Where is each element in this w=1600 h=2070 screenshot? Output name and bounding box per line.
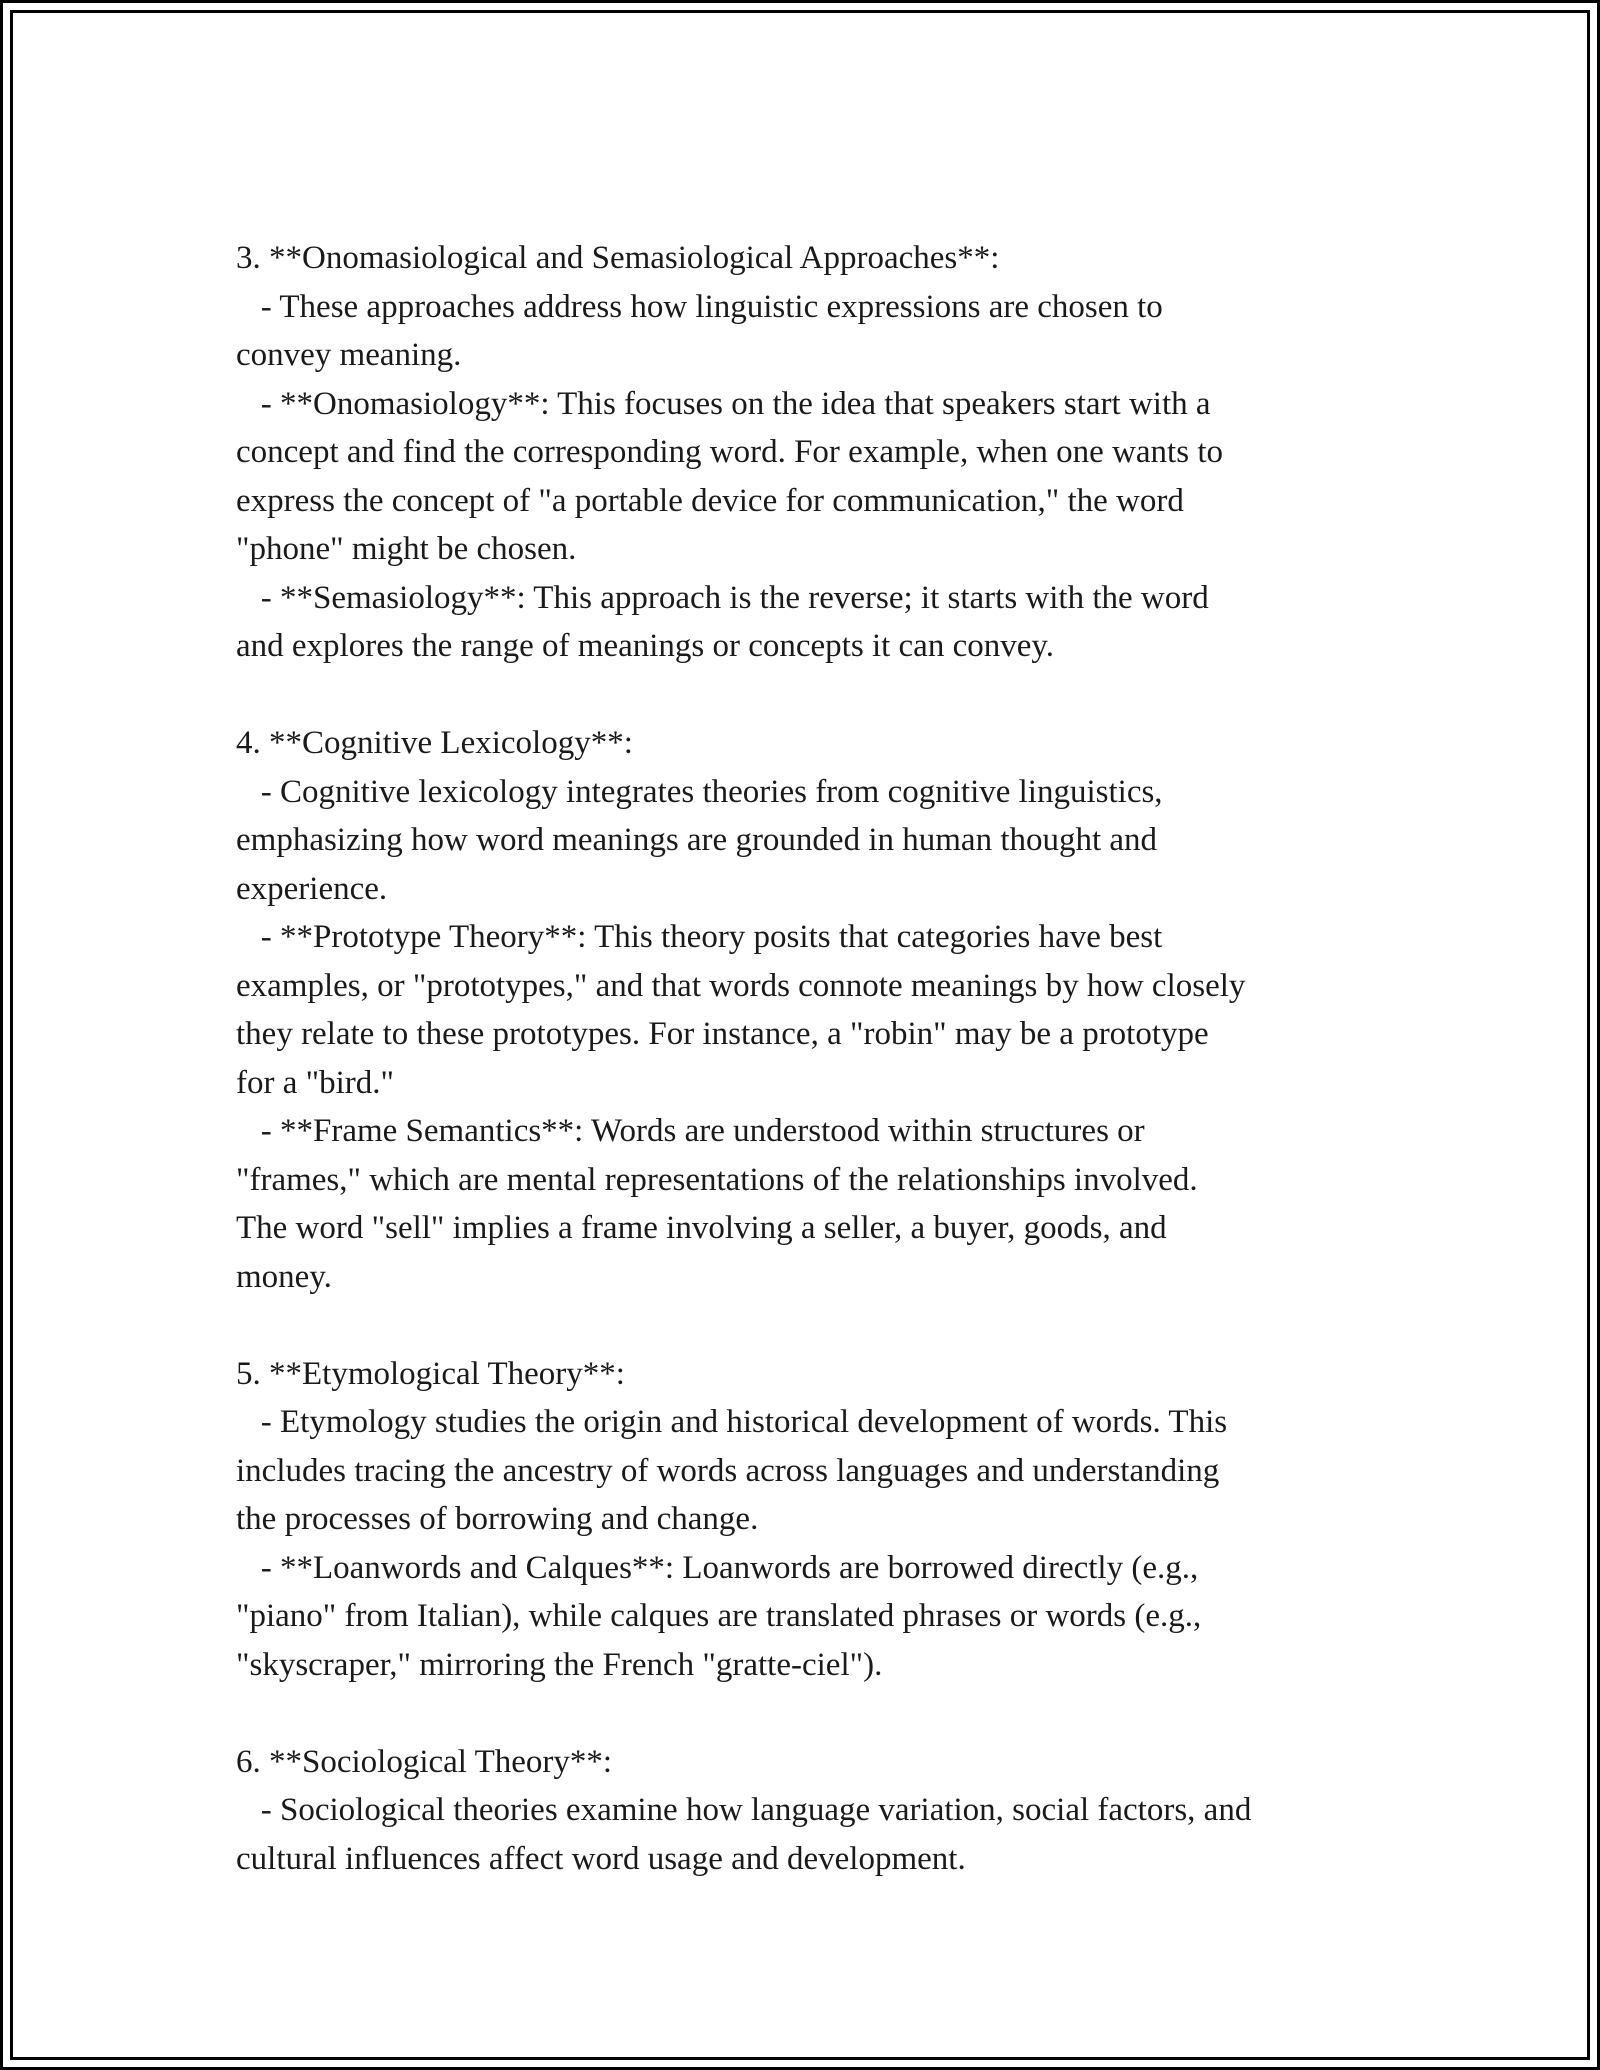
text-line: The word "sell" implies a frame involving a seller, a buyer, goods, and bbox=[236, 1210, 1167, 1246]
text-line: experience. bbox=[236, 870, 388, 907]
text-line: and explores the range of meanings or concepts it can convey. bbox=[236, 628, 1054, 664]
text-line: "skyscraper," mirroring the French "gratte-ciel"). bbox=[236, 1646, 883, 1683]
paragraph-spacer bbox=[236, 671, 1376, 720]
text-line: express the concept of "a portable device for communication," the word bbox=[236, 482, 1184, 519]
section-heading: 4. **Cognitive Lexicology**: bbox=[236, 725, 633, 761]
text-line: - **Prototype Theory**: This theory posits that categories have best bbox=[236, 919, 1163, 955]
text-line: cultural influences affect word usage and development. bbox=[236, 1840, 966, 1877]
document-body bbox=[236, 234, 1376, 1883]
text-line: - Etymology studies the origin and historical development of words. This bbox=[236, 1404, 1228, 1440]
text-line: - **Frame Semantics**: Words are understood within structures or bbox=[236, 1113, 1145, 1149]
section-heading: 3. **Onomasiological and Semasiological Approaches**: bbox=[236, 240, 1000, 276]
section-cognitive-lexicology bbox=[236, 719, 1376, 1301]
text-line: "piano" from Italian), while calques are translated phrases or words (e.g., bbox=[236, 1598, 1202, 1634]
section-heading: 5. **Etymological Theory**: bbox=[236, 1355, 625, 1392]
text-line: examples, or "prototypes," and that words connote meanings by how closely bbox=[236, 967, 1246, 1004]
section-heading: 6. **Sociological Theory**: bbox=[236, 1743, 613, 1780]
text-line: - Cognitive lexicology integrates theories from cognitive linguistics, bbox=[236, 773, 1163, 810]
text-line: - **Semasiology**: This approach is the reverse; it starts with the word bbox=[236, 579, 1209, 616]
text-line: includes tracing the ancestry of words across languages and understanding bbox=[236, 1452, 1220, 1489]
text-line: concept and find the corresponding word. For example, when one wants to bbox=[236, 434, 1223, 470]
text-line: - **Onomasiology**: This focuses on the idea that speakers start with a bbox=[236, 385, 1211, 422]
text-line: they relate to these prototypes. For instance, a "robin" may be a prototype bbox=[236, 1016, 1209, 1052]
text-line: for a "bird." bbox=[236, 1064, 394, 1101]
paragraph-spacer bbox=[236, 1689, 1376, 1738]
text-line: money. bbox=[236, 1258, 332, 1295]
text-line: - Sociological theories examine how language variation, social factors, and bbox=[236, 1792, 1252, 1828]
section-etymological-theory bbox=[236, 1350, 1376, 1690]
text-line: "phone" might be chosen. bbox=[236, 531, 577, 567]
section-onomasiological bbox=[236, 234, 1376, 671]
text-line: "frames," which are mental representations of the relationships involved. bbox=[236, 1161, 1198, 1198]
text-line: - **Loanwords and Calques**: Loanwords are borrowed directly (e.g., bbox=[236, 1549, 1199, 1586]
text-line: convey meaning. bbox=[236, 337, 462, 373]
text-line: the processes of borrowing and change. bbox=[236, 1501, 759, 1537]
section-sociological-theory bbox=[236, 1738, 1376, 1884]
paragraph-spacer bbox=[236, 1301, 1376, 1350]
text-line: emphasizing how word meanings are grounded in human thought and bbox=[236, 822, 1158, 858]
text-line: - These approaches address how linguistic expressions are chosen to bbox=[236, 288, 1163, 325]
